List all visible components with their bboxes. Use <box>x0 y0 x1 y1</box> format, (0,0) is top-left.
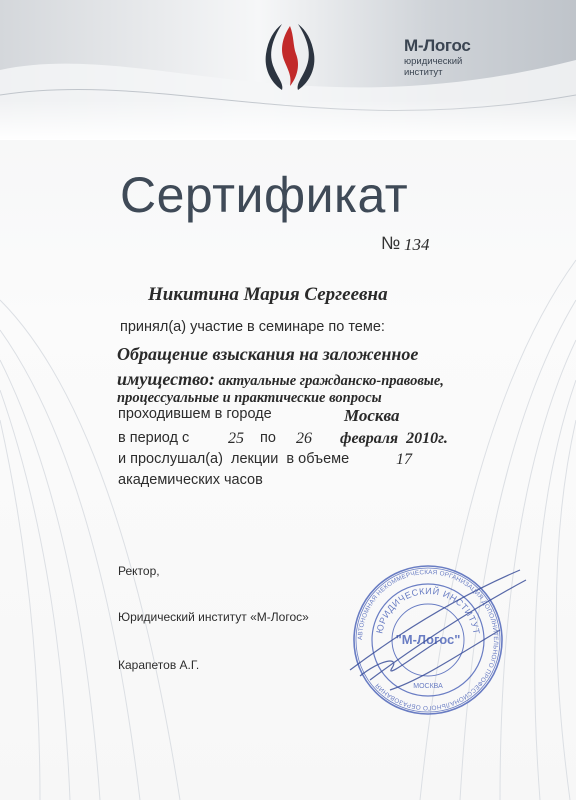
recipient-name: Никитина Мария Сергеевна <box>148 284 388 305</box>
signatory-name: Карапетов А.Г. <box>118 658 200 672</box>
signatory-title: Ректор, <box>118 564 160 578</box>
logo-flame-icon <box>262 20 318 92</box>
signatory-organization: Юридический институт «М-Логос» <box>118 610 309 624</box>
period-label: в период с <box>118 430 190 446</box>
topic-line-2-rest: актуальные гражданско-правовые, <box>214 373 444 389</box>
period-by-label: по <box>260 430 276 446</box>
topic-line-3: процессуальные и практические вопросы <box>117 390 382 406</box>
topic-line-2-main: имущество: <box>117 369 215 389</box>
brand-name: М-Логос <box>404 36 471 55</box>
participated-text: принял(а) участие в семинаре по теме: <box>120 319 385 335</box>
certificate-number: 134 <box>404 235 430 254</box>
city-label: проходившем в городе <box>118 406 272 422</box>
brand-block <box>404 36 564 78</box>
topic-line-1: Обращение взыскания на заложенное <box>117 344 419 364</box>
hours-label: и прослушал(а) лекции в объеме <box>118 451 350 467</box>
handwritten-signature <box>330 560 530 710</box>
certificate-title: Сертификат <box>120 167 409 223</box>
brand-subtitle-line1: юридический <box>404 56 463 67</box>
seal-ring-text: ЮРИДИЧЕСКИЙ ИНСТИТУТ <box>374 585 482 636</box>
hours-unit: академических часов <box>118 472 263 488</box>
period-to: 26 <box>296 430 312 447</box>
seal-outer-text: АВТОНОМНАЯ НЕКОММЕРЧЕСКАЯ ОРГАНИЗАЦИЯ ДОПОЛНИТЕЛЬНОГО ПРОФЕССИОНАЛЬНОГО ОБРАЗОВАНИЯ <box>356 568 500 712</box>
topic-line-2 <box>117 369 444 390</box>
number-label: № <box>381 233 401 253</box>
seal-center-text: "М-Логос" <box>395 632 461 647</box>
period-month-year: февраля 2010г. <box>340 430 448 447</box>
hours-value: 17 <box>396 451 412 468</box>
period-from: 25 <box>228 430 244 447</box>
brand-subtitle-line2: институт <box>404 67 443 78</box>
seal-bottom-text: МОСКВА <box>413 683 443 690</box>
city-value: Москва <box>344 406 400 425</box>
